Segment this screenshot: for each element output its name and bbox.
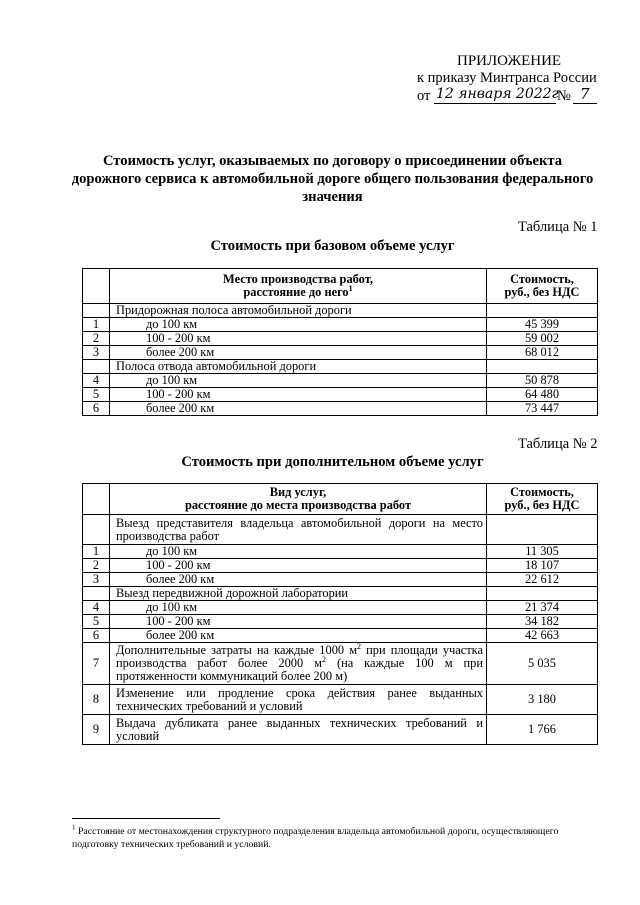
number-underline: [573, 103, 597, 104]
title-line-3: значения: [302, 189, 363, 205]
appendix-label: ПРИЛОЖЕНИЕ: [457, 53, 562, 69]
table2-group-label: Выезд передвижной дорожной лаборатории: [110, 587, 487, 601]
date-prefix: от: [417, 88, 431, 104]
order-reference: к приказу Минтранса России: [417, 70, 597, 86]
table1-head-place: Место производства работ, расстояние до него$^1$: [110, 269, 487, 304]
table1-head-cost: Стоимость, руб., без НДС: [487, 269, 598, 304]
table-row: 3 более 200 км 68 012: [83, 346, 598, 360]
footnote: [72, 825, 600, 851]
table-row: 6 более 200 км 42 663: [83, 629, 598, 643]
table-row: 3 более 200 км 22 612: [83, 573, 598, 587]
table1-group-label: Полоса отвода автомобильной дороги: [110, 360, 487, 374]
table2-group-label: Выезд представителя владельца автомобильной дороги на место производства работ: [110, 515, 487, 545]
table-row: 2 100 - 200 км 59 002: [83, 332, 598, 346]
table1: [82, 268, 598, 416]
table2-head-service: Вид услуг, расстояние до места производства работ: [110, 484, 487, 515]
table-row: 5 100 - 200 км 34 182: [83, 615, 598, 629]
table-row: 4 до 100 км 50 878: [83, 374, 598, 388]
table2-head-cost: Стоимость, руб., без НДС: [487, 484, 598, 515]
table-row: 4 до 100 км 21 374: [83, 601, 598, 615]
table-row: 1 до 100 км 45 399: [83, 318, 598, 332]
table-row: 8 Изменение или продление срока действия ранее выданных технических требований и условий 3 180: [83, 685, 598, 715]
table-row: 5 100 - 200 км 64 480: [83, 388, 598, 402]
handwritten-date: 12 января 2022г: [436, 86, 559, 102]
number-prefix: №: [557, 88, 571, 104]
order-date-line: [417, 85, 597, 106]
extra-costs-text: Дополнительные затраты на каждые 1000 $м^2$ при площади участка производства работ более 2000 $м^2$ (на каждые 100 м при протяженности коммуникаций более 200 м): [110, 643, 487, 685]
footnote-mark: 1: [72, 823, 76, 832]
date-underline: [434, 103, 556, 104]
footnote-separator: [72, 818, 220, 819]
title-line-1: Стоимость услуг, оказываемых по договору о присоединении объекта: [102, 153, 563, 169]
table2-head-num: [83, 484, 110, 515]
table-row: 7 Дополнительные затраты на каждые 1000 $м^2$ при площади участка производства работ более 2000 $м^2$ (на каждые 100 м при протяженности коммуникаций более 200 м) 5 035: [83, 643, 598, 685]
table1-label: Таблица № 1: [518, 219, 598, 235]
table1-head-num: [83, 269, 110, 304]
table-row: 6 более 200 км 73 447: [83, 402, 598, 416]
table1-title: Стоимость при базовом объеме услуг: [210, 238, 455, 254]
title-line-2: дорожного сервиса к автомобильной дороге общего пользования федерального: [71, 171, 594, 187]
table2: [82, 483, 598, 745]
table-row: 2 100 - 200 км 18 107: [83, 559, 598, 573]
footnote-text: Расстояние от местонахождения структурного подразделения владельца автомобильной дороги, осуществляющего подготовку технических требований и условий.: [72, 826, 559, 850]
table1-group-label: Придорожная полоса автомобильной дороги: [110, 304, 487, 318]
table2-title: Стоимость при дополнительном объеме услуг: [181, 454, 484, 470]
table-row: 9 Выдача дубликата ранее выданных технических требований и условий 1 766: [83, 715, 598, 745]
handwritten-number: 7: [580, 85, 590, 103]
table-row: 1 до 100 км 11 305: [83, 545, 598, 559]
document-title: [40, 152, 625, 206]
table2-label: Таблица № 2: [518, 436, 598, 452]
